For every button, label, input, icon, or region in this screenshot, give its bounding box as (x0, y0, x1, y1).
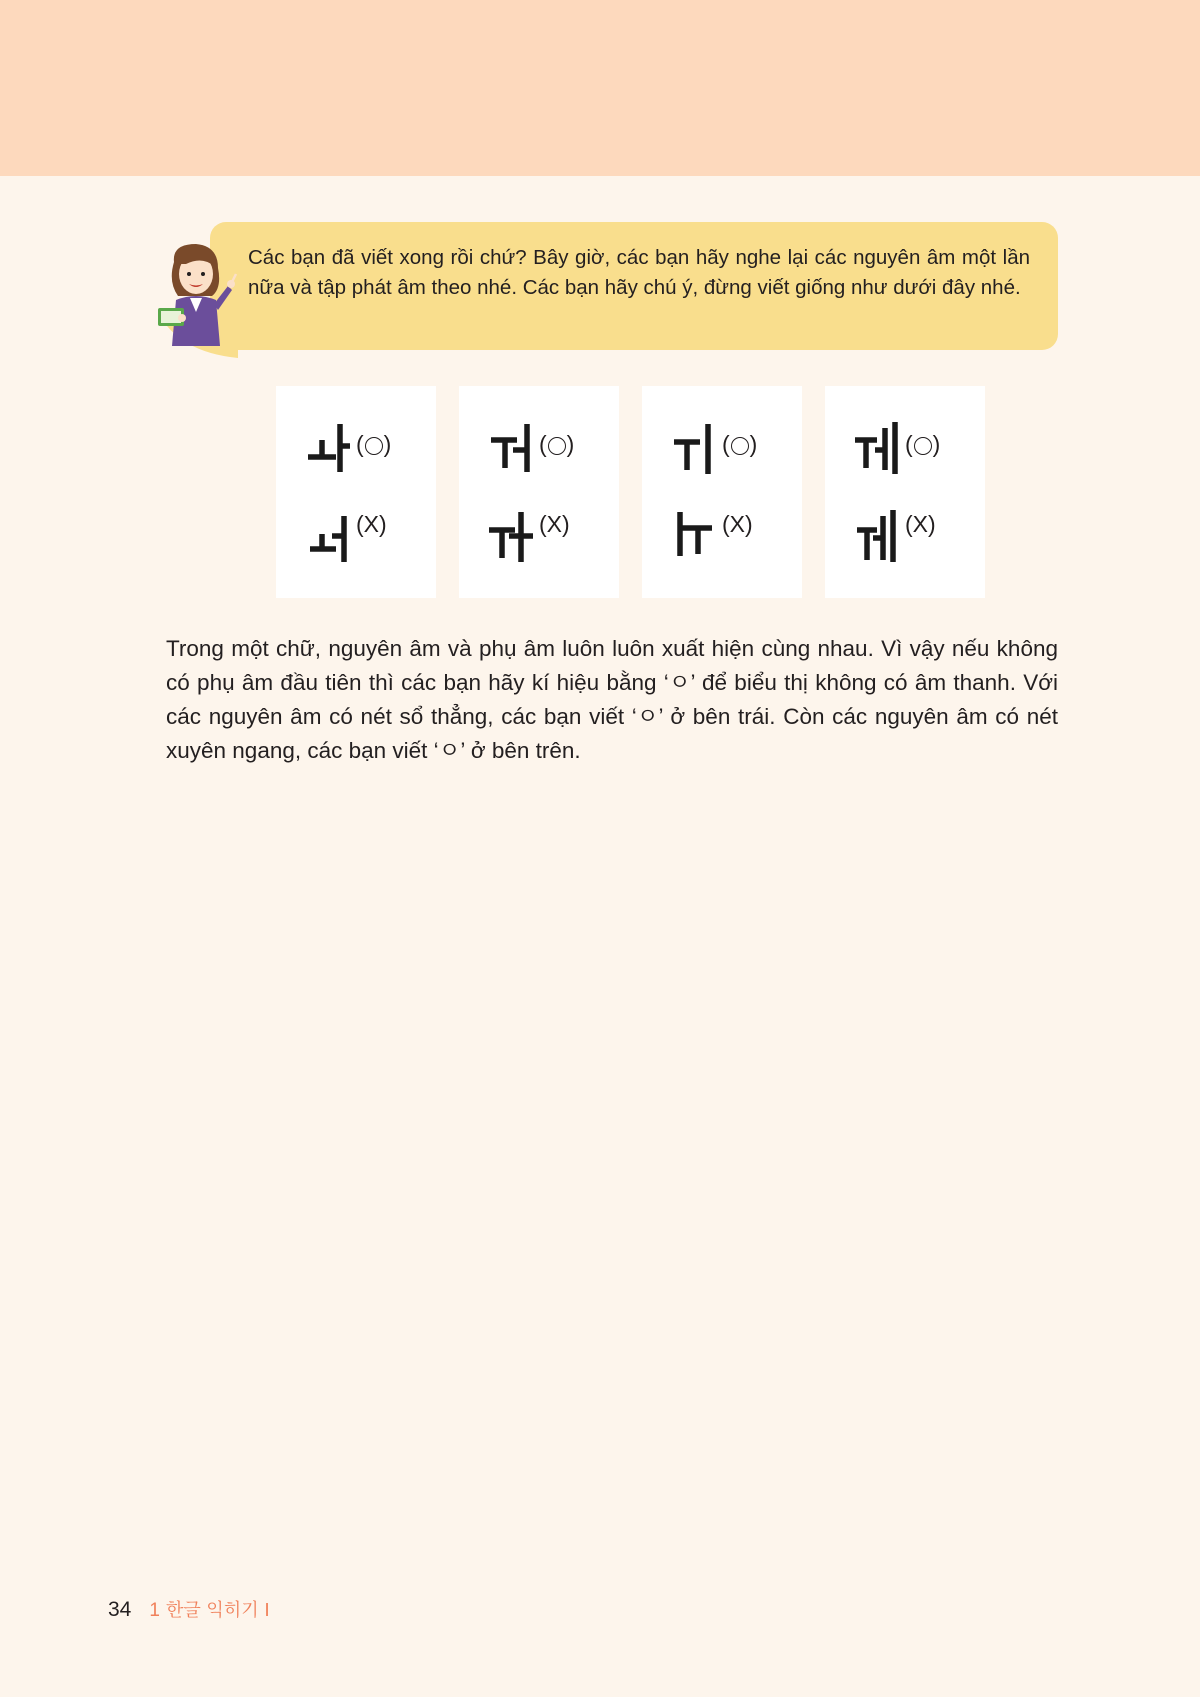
wrong-mark: (X) (905, 510, 936, 537)
vowel-glyph-wrong (670, 506, 718, 562)
wrong-mark: (X) (539, 510, 570, 537)
vowel-glyph-correct (304, 420, 352, 476)
vowel-glyph-correct (487, 420, 535, 476)
vowel-glyph-correct (670, 420, 718, 476)
wrong-example (487, 506, 570, 562)
teacher-illustration (156, 242, 240, 352)
correct-example (853, 420, 940, 476)
wrong-example (670, 506, 753, 562)
vowel-glyph-wrong (304, 506, 352, 562)
chapter-number: 1 (149, 1600, 160, 1621)
vowel-card-we (825, 386, 985, 598)
correct-mark: ( ) (356, 430, 392, 457)
vowel-card-wo (459, 386, 619, 598)
speech-bubble (210, 222, 1058, 350)
wrong-example (304, 506, 387, 562)
page-footer (108, 1596, 270, 1622)
wrong-mark: (X) (722, 510, 753, 537)
correct-mark: ( ) (722, 430, 758, 457)
explanation-paragraph: Trong một chữ, nguyên âm và phụ âm luôn luôn xuất hiện cùng nhau. Vì vậy nếu không có phụ âm đầu tiên thì các bạn hãy kí hiệu bằng ‘ㅇ’ để biểu thị không có âm thanh. Với các nguyên âm có nét sổ thẳng, các bạn viết ‘ㅇ’ ở bên trái. Còn các nguyên âm có nét xuyên ngang, các bạn viết ‘ㅇ’ ở bên trên. (166, 636, 1058, 763)
page-number: 34 (108, 1598, 132, 1621)
vowel-glyph-wrong (487, 506, 535, 562)
correct-example (670, 420, 757, 476)
correct-example (304, 420, 391, 476)
vowel-glyph-wrong (853, 506, 901, 562)
header-band (0, 0, 1200, 176)
chapter-title: 한글 익히기 I (165, 1600, 270, 1621)
speech-bubble-text: Các bạn đã viết xong rồi chứ? Bây giờ, các bạn hãy nghe lại các nguyên âm một lần nữa và tập phát âm theo nhé. Các bạn hãy chú ý, đừng viết giống như dưới đây nhé. (248, 246, 1030, 299)
vowel-glyph-correct (853, 420, 901, 476)
wrong-example (853, 506, 936, 562)
speech-callout (150, 220, 1060, 355)
correct-mark: ( ) (539, 430, 575, 457)
wrong-mark: (X) (356, 510, 387, 537)
correct-mark: ( ) (905, 430, 941, 457)
vowel-card-wi (642, 386, 802, 598)
correct-example (487, 420, 574, 476)
vowel-card-wa (276, 386, 436, 598)
